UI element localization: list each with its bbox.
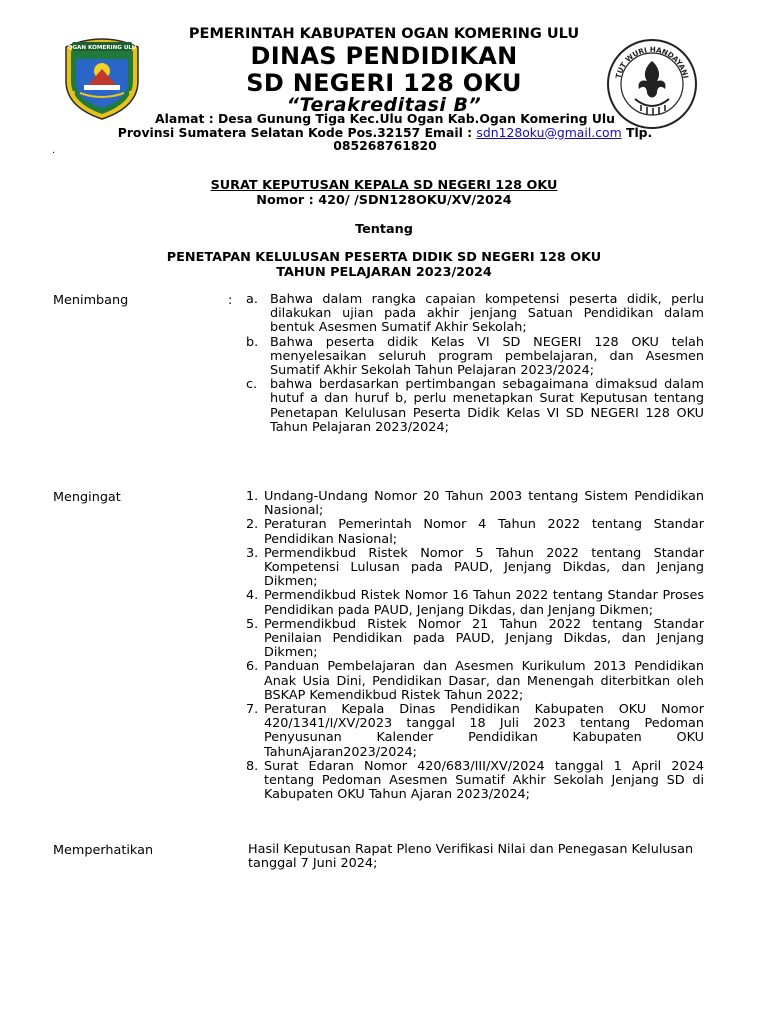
address-line-1: Alamat : Desa Gunung Tiga Kec.Ulu Ogan Kab.Ogan Komering Ulu: [155, 111, 615, 126]
memperhatikan-text: Hasil Keputusan Rapat Pleno Verifikasi Nilai dan Penegasan Kelulusan tanggal 7 Juni 2024;: [248, 842, 694, 872]
list-item: [246, 618, 704, 661]
list-item-text: Peraturan Pemerintah Nomor 4 Tahun 2022 tentang Standar Pendidikan Nasional;: [264, 517, 704, 547]
list-marker: 5.: [246, 616, 259, 632]
stray-mark: .: [52, 145, 56, 156]
list-item-text: Permendikbud Ristek Nomor 21 Tahun 2022 tentang Standar Penilaian Pendidikan pada PAUD, Jenjang Dikdas, dan Jenjang Dikmen;: [264, 616, 704, 661]
list-item-text: Panduan Pembelajaran dan Asesmen Kurikulum 2013 Pendidikan Anak Usia Dini, Pendidikan Dasar, dan Menengah diterbitkan oleh BSKAP Kemendikbud Ristek Tahun 2022;: [264, 659, 704, 703]
memperhatikan-label: Memperhatikan: [53, 843, 154, 858]
decree-about: Tentang: [355, 222, 413, 237]
list-marker: 3.: [246, 545, 259, 561]
list-item: [246, 703, 704, 760]
mengingat-list: [246, 490, 704, 802]
decree-title: SURAT KEPUTUSAN KEPALA SD NEGERI 128 OKU: [210, 178, 558, 193]
list-item-text: Surat Edaran Nomor 420/683/III/XV/2024 tanggal 1 April 2024 tentang Pedoman Asesmen Sumatif Akhir Sekolah Jenjang SD di Kabupaten OKU Tahun Ajaran 2023/2024;: [264, 758, 704, 803]
list-item-text: Bahwa peserta didik Kelas VI SD NEGERI 128 OKU telah menyelesaikan seluruh program pembelajaran, dan Asesmen Sumatif Akhir Sekolah Tahun Pelajaran 2023/2024;: [270, 334, 704, 379]
phone-label: Tlp.: [621, 124, 653, 140]
list-marker: 1.: [246, 489, 259, 504]
list-item: [246, 547, 704, 590]
right-logo-text: TUT WURI HANDAYANI: [613, 44, 691, 80]
list-item: [246, 490, 704, 518]
decree-subject-line-1: PENETAPAN KELULUSAN PESERTA DIDIK SD NEGERI 128 OKU: [166, 250, 602, 265]
list-marker: a.: [246, 292, 258, 307]
list-item-text: Permendikbud Ristek Nomor 16 Tahun 2022 tentang Standar Proses Pendidikan pada PAUD, Jenjang Dikdas, dan Jenjang Dikmen;: [264, 588, 704, 618]
list-item-text: Bahwa dalam rangka capaian kompetensi peserta didik, perlu dilakukan ujian pada akhir jenjang Satuan Pendidikan dalam bentuk Asesmen Sumatif Akhir Sekolah;: [270, 292, 704, 336]
list-item: [246, 589, 704, 617]
list-marker: 8.: [246, 758, 259, 774]
left-logo-text: OGAN KOMERING ULU: [67, 45, 137, 51]
menimbang-label: Menimbang: [53, 293, 129, 308]
decree-subject-line-2: TAHUN PELAJARAN 2023/2024: [276, 265, 492, 280]
email-link[interactable]: sdn128oku@gmail.com: [476, 124, 622, 140]
kop-accreditation: “Terakreditasi B”: [286, 94, 482, 116]
kop-agency: DINAS PENDIDIKAN: [250, 42, 518, 70]
list-marker: 2.: [246, 517, 259, 533]
list-item: [246, 660, 704, 703]
list-item-text: Peraturan Kepala Dinas Pendidikan Kabupaten OKU Nomor 420/1341/I/XV/2023 tanggal 18 Juli 2023 tentang Pedoman Penyusunan Kalender Pendidikan Kabupaten OKU TahunAjaran2023/2024;: [264, 702, 704, 760]
list-item: [246, 378, 704, 435]
list-marker: 6.: [246, 659, 259, 675]
phone-number: 085268761820: [333, 138, 437, 154]
list-item-text: Undang-Undang Nomor 20 Tahun 2003 tentang Sistem Pendidikan Nasional;: [264, 489, 704, 519]
list-item: [246, 293, 704, 336]
list-item: [246, 336, 704, 379]
list-item: [246, 760, 704, 803]
menimbang-colon: :: [228, 293, 233, 308]
mengingat-label: Mengingat: [53, 490, 121, 505]
list-marker: b.: [246, 334, 259, 350]
list-marker: 7.: [246, 702, 259, 718]
address-province: Provinsi Sumatera Selatan Kode Pos.32157 Email :: [117, 124, 477, 140]
menimbang-list: [246, 293, 704, 435]
address-block: [70, 112, 700, 153]
list-marker: c.: [246, 377, 258, 393]
kop-government: PEMERINTAH KABUPATEN OGAN KOMERING ULU: [188, 26, 580, 42]
list-marker: 4.: [246, 588, 259, 604]
list-item: [246, 518, 704, 546]
list-item-text: bahwa berdasarkan pertimbangan sebagaimana dimaksud dalam hutuf a dan huruf b, perlu menetapkan Surat Keputusan tentang Penetapan Kelulusan Peserta Didik Kelas VI SD NEGERI 128 OKU Tahun Pelajaran 2023/2024;: [270, 377, 704, 435]
kop-school-name: SD NEGERI 128 OKU: [246, 69, 522, 97]
list-item-text: Permendikbud Ristek Nomor 5 Tahun 2022 tentang Standar Kompetensi Lulusan pada PAUD, Jenjang Dikdas, dan Jenjang Dikmen;: [264, 545, 704, 590]
decree-number: Nomor : 420/ /SDN128OKU/XV/2024: [256, 193, 512, 208]
address-line-2: [70, 126, 700, 140]
